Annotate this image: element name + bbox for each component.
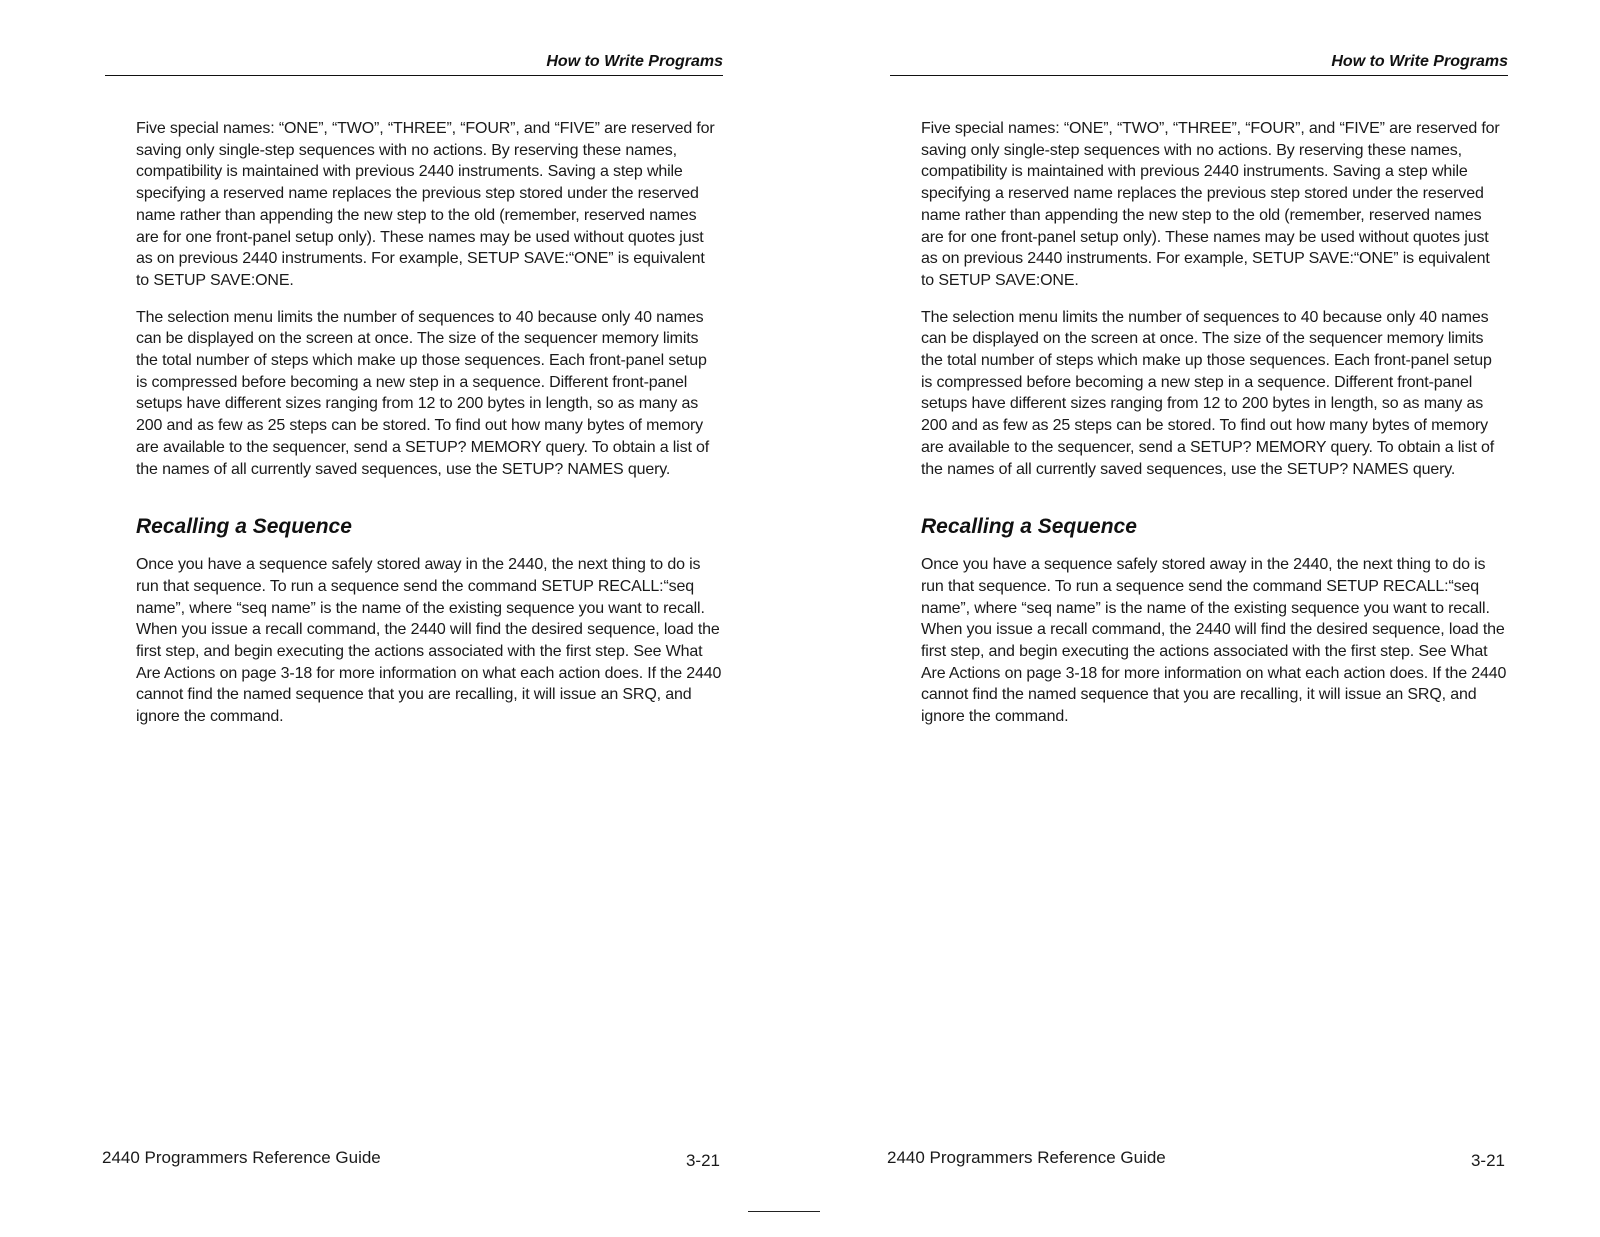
- left-page: [0, 0, 780, 1237]
- footer-page-number: 3-21: [1470, 1151, 1505, 1170]
- footer-guide-title: 2440 Programmers Reference Guide: [102, 1148, 381, 1167]
- footer-page-number: 3-21: [685, 1151, 720, 1170]
- section-heading: Recalling a Sequence: [136, 515, 352, 539]
- paragraph-reserved-names: Five special names: “ONE”, “TWO”, “THREE”, “FOUR”, and “FIVE” are reserved for saving only single-step sequences with no actions. By reserving these names, compatibility is maintained with previous 2440 instruments. Saving a step while specifying a reserved name replaces the previous step stored under the reserved name rather than appending the new step to the old (remember, reserved names are for one front-panel setup only). These names may be used without quotes just as on previous 2440 instruments. For example, SETUP SAVE:“ONE” is equivalent to SETUP SAVE:ONE.: [921, 120, 1500, 289]
- bottom-divider-mark: [748, 1211, 820, 1212]
- paragraph-selection-menu: The selection menu limits the number of sequences to 40 because only 40 names can be displayed on the screen at once. The size of the sequencer memory limits the total number of steps which make up those sequences. Each front-panel setup is compressed before becoming a new step in a sequence. Different front-panel setups have different sizes ranging from 12 to 200 bytes in length, so as many as 200 and as few as 25 steps can be stored. To find out how many bytes of memory are available to the sequencer, send a SETUP? MEMORY query. To obtain a list of the names of all currently saved sequences, use the SETUP? NAMES query.: [136, 308, 710, 478]
- paragraph-reserved-names: Five special names: “ONE”, “TWO”, “THREE”, “FOUR”, and “FIVE” are reserved for saving only single-step sequences with no actions. By reserving these names, compatibility is maintained with previous 2440 instruments. Saving a step while specifying a reserved name replaces the previous step stored under the reserved name rather than appending the new step to the old (remember, reserved names are for one front-panel setup only). These names may be used without quotes just as on previous 2440 instruments. For example, SETUP SAVE:“ONE” is equivalent to SETUP SAVE:ONE.: [136, 120, 715, 289]
- running-head: How to Write Programs: [546, 53, 723, 70]
- running-head: How to Write Programs: [1331, 53, 1508, 70]
- paragraph-selection-menu: The selection menu limits the number of sequences to 40 because only 40 names can be displayed on the screen at once. The size of the sequencer memory limits the total number of steps which make up those sequences. Each front-panel setup is compressed before becoming a new step in a sequence. Different front-panel setups have different sizes ranging from 12 to 200 bytes in length, so as many as 200 and as few as 25 steps can be stored. To find out how many bytes of memory are available to the sequencer, send a SETUP? MEMORY query. To obtain a list of the names of all currently saved sequences, use the SETUP? NAMES query.: [921, 308, 1495, 478]
- body-text: [921, 118, 1507, 743]
- paragraph-recalling: Once you have a sequence safely stored away in the 2440, the next thing to do is run that sequence. To run a sequence send the command SETUP RECALL:“seq name”, where “seq name” is the name of the existing sequence you want to recall. When you issue a recall command, the 2440 will find the desired sequence, load the first step, and begin executing the actions associated with the first step. See What Are Actions on page 3-18 for more information on what each action does. If the 2440 cannot find the named sequence that you are recalling, it will issue an SRQ, and ignore the command.: [921, 556, 1507, 726]
- header-rule: [105, 75, 723, 76]
- body-text: [136, 118, 722, 743]
- footer-guide-title: 2440 Programmers Reference Guide: [887, 1148, 1166, 1167]
- section-heading: Recalling a Sequence: [921, 515, 1137, 539]
- header-rule: [890, 75, 1508, 76]
- right-page: [785, 0, 1565, 1237]
- paragraph-recalling: Once you have a sequence safely stored away in the 2440, the next thing to do is run that sequence. To run a sequence send the command SETUP RECALL:“seq name”, where “seq name” is the name of the existing sequence you want to recall. When you issue a recall command, the 2440 will find the desired sequence, load the first step, and begin executing the actions associated with the first step. See What Are Actions on page 3-18 for more information on what each action does. If the 2440 cannot find the named sequence that you are recalling, it will issue an SRQ, and ignore the command.: [136, 556, 722, 726]
